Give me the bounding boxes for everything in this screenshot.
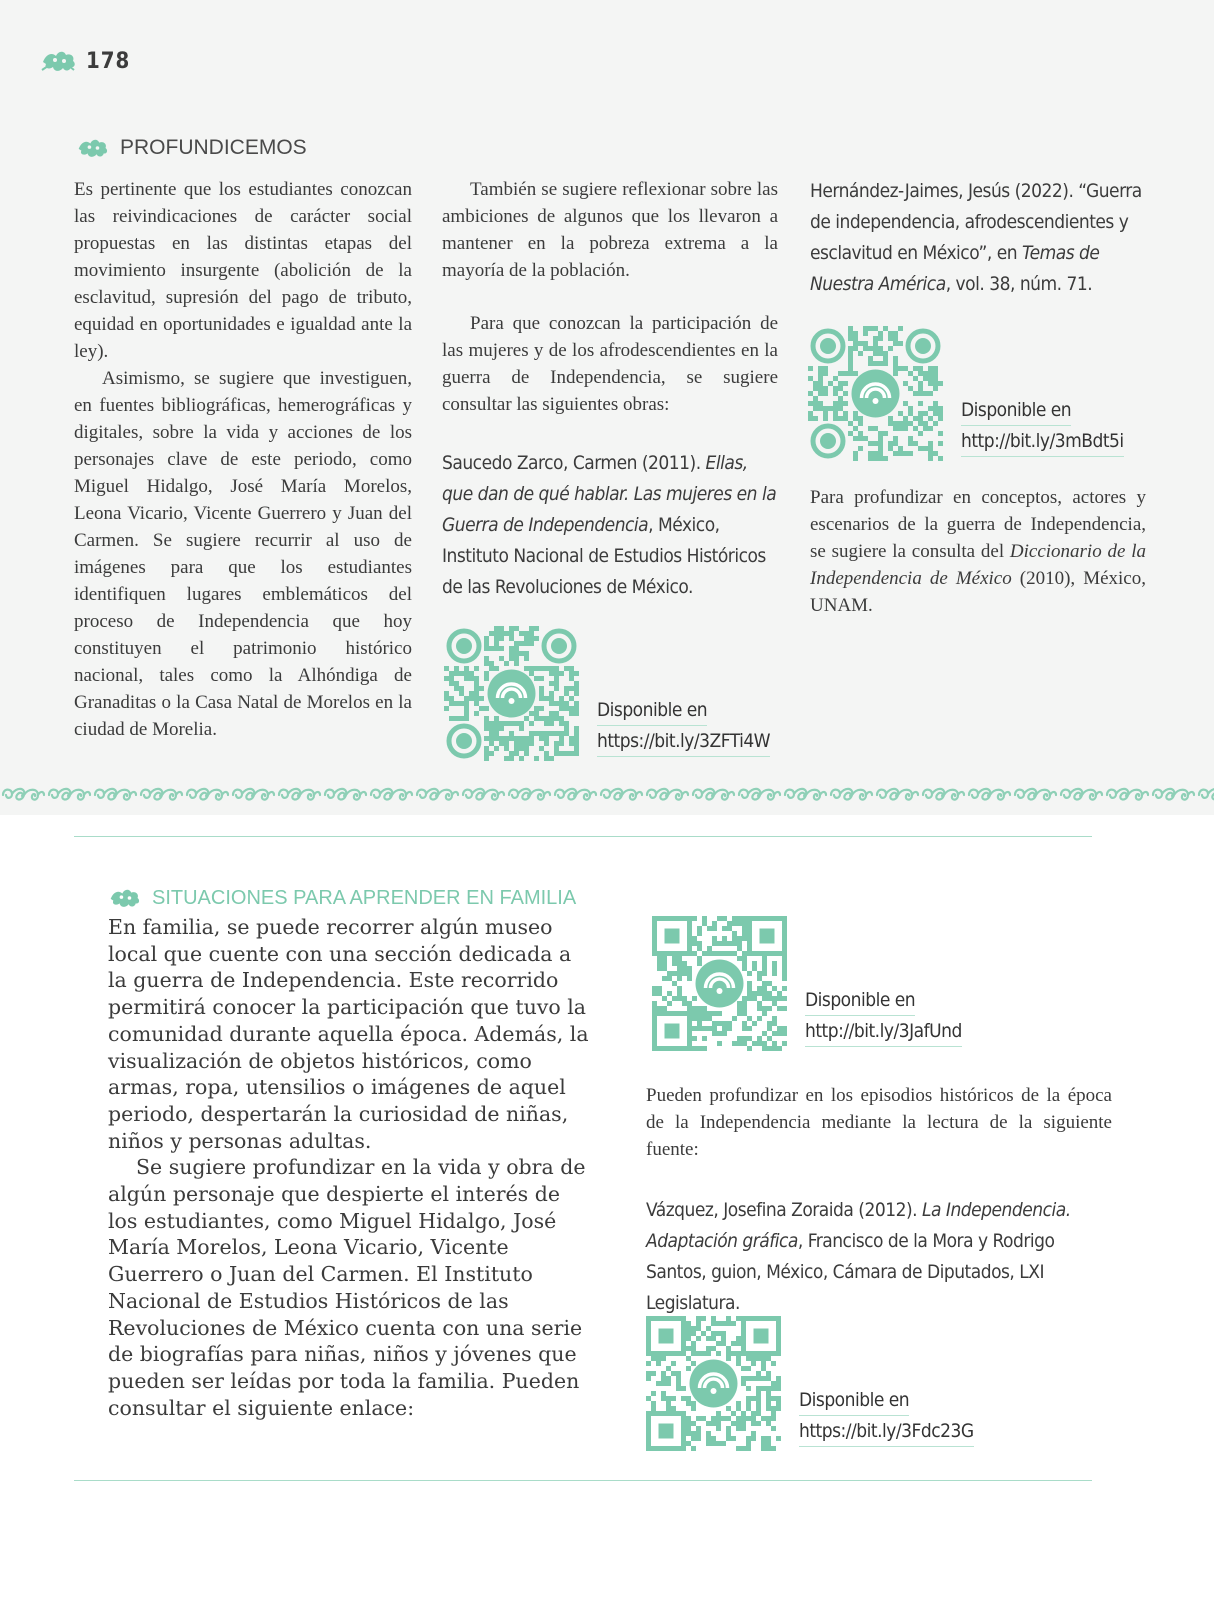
qr-code[interactable] bbox=[646, 1316, 781, 1451]
paragraph: En familia, se puede recorrer algún museo local que cuente con una sección dedicada a la guerra de Independencia. Este recorrido permitirá conocer la participación que tuvo la comunidad durante aquella época. Además, la visualización de objetos históricos, como armas, ropa, utensilios o imágenes de aquel periodo, despertarán la curiosidad de niñas, niños y personas adultas. bbox=[108, 915, 589, 1153]
section-title: SITUACIONES PARA APRENDER EN FAMILIA bbox=[152, 886, 577, 909]
qr-url-link[interactable]: http://bit.ly/3mBdt5i bbox=[961, 426, 1124, 457]
paragraph: Para profundizar en conceptos, actores y escenarios de la guerra de Independencia, se sugiere la consulta del Diccionario de la Independencia de México (2010), México, UNAM. bbox=[810, 487, 1147, 616]
divider bbox=[74, 1480, 1092, 1481]
qr-code[interactable] bbox=[444, 626, 579, 761]
qr-url-link[interactable]: https://bit.ly/3Fdc23G bbox=[799, 1416, 974, 1447]
familia-text bbox=[108, 914, 594, 1421]
qr-label: Disponible en bbox=[799, 1385, 909, 1416]
glyph-icon bbox=[76, 136, 110, 160]
qr-label: Disponible en bbox=[805, 985, 915, 1016]
profundicemos-heading bbox=[76, 136, 307, 160]
qr-label: Disponible en bbox=[961, 395, 1071, 426]
reference: Vázquez, Josefina Zoraida (2012). La Independencia. Adaptación gráfica, Francisco de la Mora y Rodrigo Santos, guion, México, Cámara de Diputados, LXI Legislatura. bbox=[646, 1199, 1071, 1314]
paragraph: Asimismo, se sugiere que investiguen, en fuentes bibliográficas, hemerográficas y digitales, sobre la vida y acciones de los personajes clave de este periodo, como Miguel Hidalgo, José María Morelos, Leona Vicario, Vicente Guerrero y Juan del Carmen. Se sugiere recurrir al uso de imágenes para que los estudiantes identifiquen lugares emblemáticos del proceso de Independencia que hoy constituyen el patrimonio histórico nacional, tales como la Alhóndiga de Granaditas o la Casa Natal de Morelos en la ciudad de Morelia. bbox=[74, 368, 412, 740]
paragraph: Pueden profundizar en los episodios históricos de la época de la Independencia mediante la lectura de la siguiente fuente: bbox=[646, 1085, 1112, 1160]
reference: Hernández-Jaimes, Jesús (2022). “Guerra de independencia, afrodescendientes y esclavitud en México”, en Temas de Nuestra América, vol. 38, núm. 71. bbox=[810, 180, 1142, 295]
paragraph: Es pertinente que los estudiantes conozcan las reivindicaciones de carácter social propuestas en las distintas etapas del movimiento insurgente (abolición de la esclavitud, supresión del pago de tributo, equidad en oportunidades e igualdad ante la ley). bbox=[74, 179, 412, 362]
glyph-icon bbox=[108, 886, 142, 910]
qr-label: Disponible en bbox=[597, 695, 707, 726]
qr-code[interactable] bbox=[652, 916, 787, 1051]
column-3 bbox=[810, 176, 1146, 300]
decorative-border bbox=[0, 783, 1214, 807]
paragraph: También se sugiere reflexionar sobre las ambiciones de algunos que los llevaron a mantener en la pobreza extrema a la mayoría de la población. bbox=[442, 179, 778, 281]
glyph-icon bbox=[40, 48, 78, 74]
column-2 bbox=[442, 176, 778, 603]
qr-code[interactable] bbox=[808, 326, 943, 461]
column-1 bbox=[74, 176, 412, 743]
section-title: PROFUNDICEMOS bbox=[120, 136, 307, 159]
qr-link-block[interactable] bbox=[808, 326, 1124, 461]
page-number: 178 bbox=[86, 48, 131, 74]
familia-heading bbox=[108, 886, 576, 910]
qr-link-block[interactable] bbox=[444, 626, 770, 761]
qr-url-link[interactable]: https://bit.ly/3ZFTi4W bbox=[597, 726, 770, 757]
qr-url-link[interactable]: http://bit.ly/3JafUnd bbox=[805, 1016, 962, 1047]
divider bbox=[74, 836, 1092, 837]
column-3-paragraph bbox=[810, 484, 1146, 619]
paragraph: Se sugiere profundizar en la vida y obra de algún personaje que despierte el interés de los estudiantes, como Miguel Hidalgo, José María Morelos, Leona Vicario, Vicente Guerrero o Juan del Carmen. El Instituto Nacional de Estudios Históricos de las Revoluciones de México cuenta con una serie de biografías para niñas, niños y jóvenes que pueden ser leídas por toda la familia. Pueden consultar el siguiente enlace: bbox=[108, 1155, 586, 1420]
qr-link-block[interactable] bbox=[652, 916, 962, 1051]
reference: Saucedo Zarco, Carmen (2011). Ellas, que dan de qué hablar. Las mujeres en la Guerra de Independencia, México, Instituto Nacional de Estudios Históricos de las Revoluciones de México. bbox=[442, 452, 777, 598]
qr-link-block[interactable] bbox=[646, 1316, 974, 1451]
page-header bbox=[40, 44, 130, 78]
paragraph: Para que conozcan la participación de las mujeres y de los afrodescendientes en la guerra de Independencia, se sugiere consultar las siguientes obras: bbox=[442, 313, 778, 415]
familia-right-column bbox=[646, 1082, 1112, 1319]
